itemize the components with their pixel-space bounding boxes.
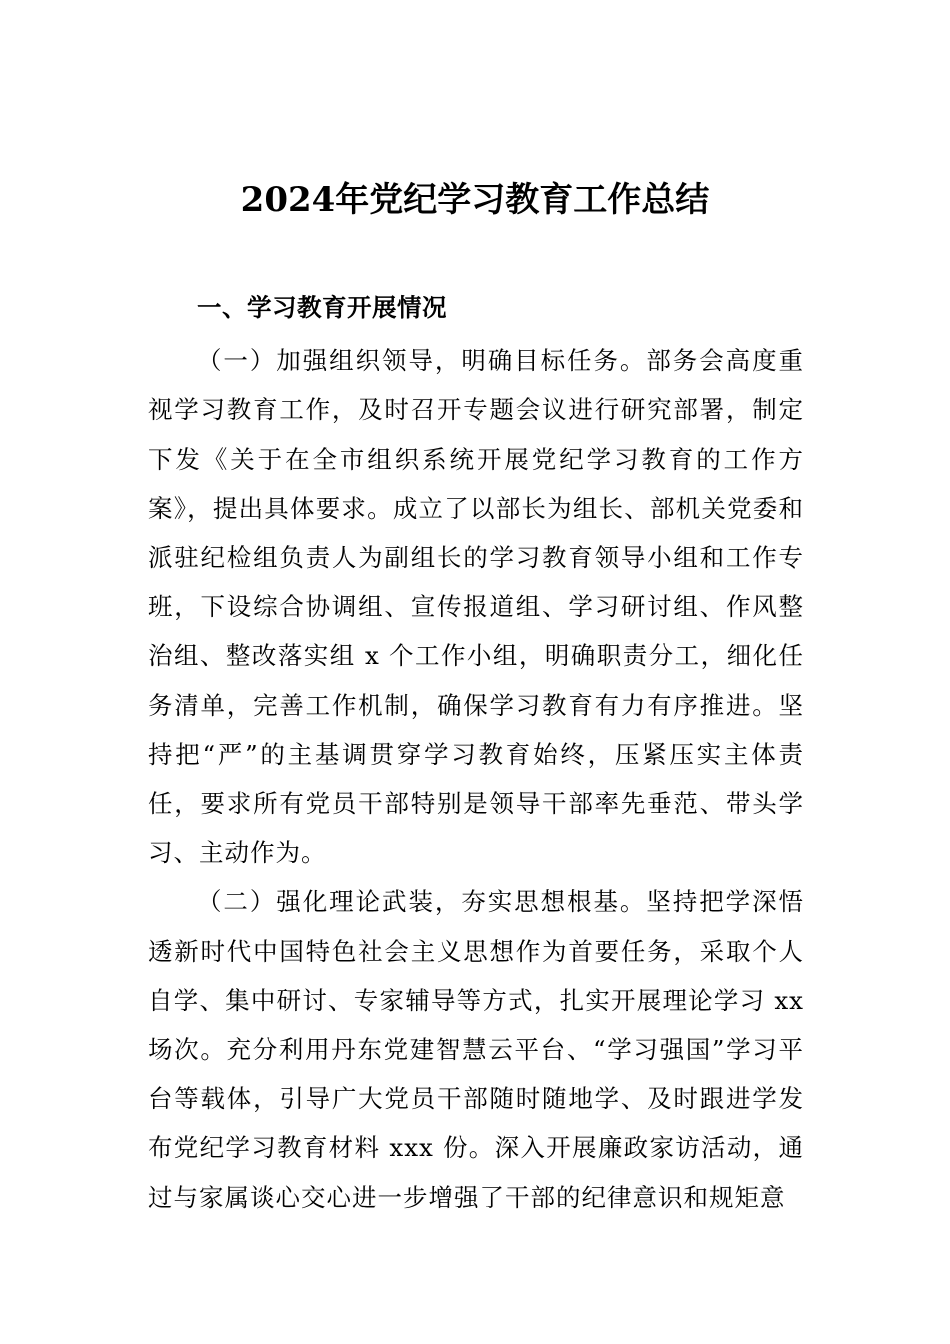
document-body bbox=[148, 283, 804, 1222]
section-heading: 一、学习教育开展情况 bbox=[197, 293, 447, 322]
paragraph-theory-study: （二）强化理论武装，夯实思想根基。坚持把学深悟透新时代中国特色社会主义思想作为首要任务，采取个人自学、集中研讨、专家辅导等方式，扎实开展理论学习 xx 场次。充分利用丹东党建智慧云平台、“学习强国”学习平台等载体，引导广大党员干部随时随地学、及时跟进学发布党纪学习教育材料 xxx 份。深入开展廉政家访活动，通过与家属谈心交心进一步增强了干部的纪律意识和规矩意 bbox=[148, 887, 804, 1212]
paragraph-organization-leadership: （一）加强组织领导，明确目标任务。部务会高度重视学习教育工作，及时召开专题会议进行研究部署，制定下发《关于在全市组织系统开展党纪学习教育的工作方案》，提出具体要求。成立了以部长为组长、部机关党委和派驻纪检组负责人为副组长的学习教育领导小组和工作专班，下设综合协调组、宣传报道组、学习研讨组、作风整治组、整改落实组 x 个工作小组，明确职责分工，细化任务清单，完善工作机制，确保学习教育有力有序推进。坚持把“严”的主基调贯穿学习教育始终，压紧压实主体责任，要求所有党员干部特别是领导干部率先垂范、带头学习、主动作为。 bbox=[148, 346, 804, 868]
document-title: 2024年党纪学习教育工作总结 bbox=[240, 180, 710, 220]
